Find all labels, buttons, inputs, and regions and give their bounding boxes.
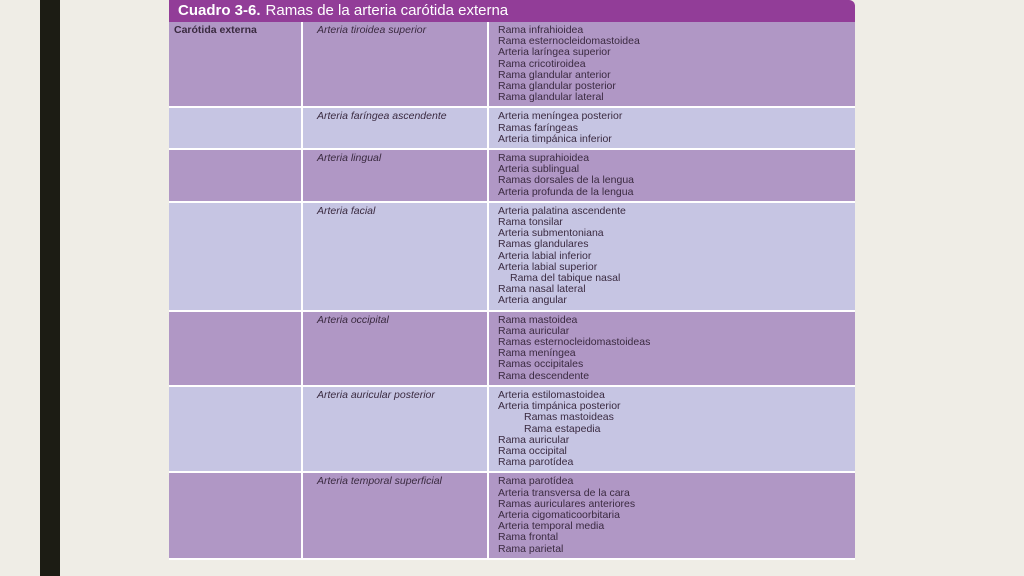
slide-left-accent-bar [40,0,60,576]
branch-item: Arteria timpánica inferior [498,132,612,145]
branch-item: Arteria laríngea superior [498,46,611,59]
vessel-cell [169,473,301,557]
branch-item: Arteria submentoniana [498,227,604,240]
table-row [169,312,855,387]
branches-table [169,0,855,576]
table-row [169,22,855,108]
vessel-cell: Carótida externa [174,24,257,36]
branch-item: Rama tonsilar [498,216,563,229]
branch-item: Ramas faríngeas [498,121,578,134]
table-title [169,0,855,22]
vessel-cell [169,387,301,471]
table-row [169,203,855,312]
vessel-cell [169,312,301,385]
branch-item: Rama parotídea [498,475,574,488]
branch-item: Arteria transversa de la cara [498,486,630,499]
vessel-cell [169,203,301,310]
branch-item: Ramas mastoideas [524,411,614,424]
branch-item: Rama cricotiroidea [498,57,586,70]
artery-cell: Arteria tiroidea superior [301,22,487,106]
artery-cell: Arteria occipital [301,312,487,385]
branch-item: Arteria palatina ascendente [498,204,626,217]
artery-cell: Arteria temporal superficial [301,473,487,557]
branch-item: Arteria cigomaticoorbitaria [498,508,620,521]
branch-item: Rama parotídea [498,456,574,469]
branch-item: Arteria timpánica posterior [498,400,621,413]
branch-item: Rama glandular anterior [498,68,611,81]
branch-item: Arteria estilomastoidea [498,388,605,401]
artery-cell: Arteria facial [301,203,487,310]
branch-item: Arteria profunda de la lengua [498,185,634,198]
table-row [169,387,855,473]
branch-item: Rama suprahioidea [498,152,590,165]
artery-cell: Arteria lingual [301,150,487,201]
artery-cell: Arteria faríngea ascendente [301,108,487,148]
table-row [169,473,855,559]
branches-cell [487,473,855,557]
table-title-text: Ramas de la arteria carótida externa [265,2,509,19]
branch-item: Ramas glandulares [498,238,589,251]
branch-item: Rama nasal lateral [498,283,586,296]
branch-item: Ramas auriculares anteriores [498,497,636,510]
branch-item: Rama auricular [498,324,570,337]
branches-cell [487,22,855,106]
branch-item: Rama descendente [498,369,590,382]
branch-item: Arteria angular [498,294,567,307]
table-row [169,150,855,203]
branch-item: Rama glandular posterior [498,80,616,93]
vessel-cell [169,108,301,148]
branch-item: Rama auricular [498,433,570,446]
branch-item: Rama meníngea [498,347,576,360]
branches-cell [487,203,855,310]
branch-item: Rama estapedia [524,422,601,435]
branch-item: Rama del tabique nasal [510,272,621,285]
branch-item: Rama mastoidea [498,313,578,326]
branches-cell [487,387,855,471]
branch-item: Arteria meníngea posterior [498,110,623,123]
branch-item: Rama occipital [498,444,567,457]
artery-cell: Arteria auricular posterior [301,387,487,471]
table-row [169,108,855,150]
branches-cell [487,312,855,385]
table-body [169,22,855,560]
branch-item: Rama frontal [498,531,559,544]
branch-item: Arteria labial inferior [498,249,592,262]
branch-item: Ramas dorsales de la lengua [498,174,634,187]
branch-item: Arteria labial superior [498,260,598,273]
branches-cell [487,150,855,201]
branch-item: Ramas esternocleidomastoideas [498,336,651,349]
vessel-cell [169,150,301,201]
branch-item: Rama esternocleidomastoidea [498,35,640,48]
branch-item: Rama infrahioidea [498,24,584,36]
branch-item: Ramas occipitales [498,358,584,371]
branch-item: Rama glandular lateral [498,91,604,104]
branches-cell [487,108,855,148]
branch-item: Arteria temporal media [498,520,605,533]
table-title-number: Cuadro 3-6. [178,2,261,19]
branch-item: Rama parietal [498,542,564,555]
branch-item: Arteria sublingual [498,163,580,176]
